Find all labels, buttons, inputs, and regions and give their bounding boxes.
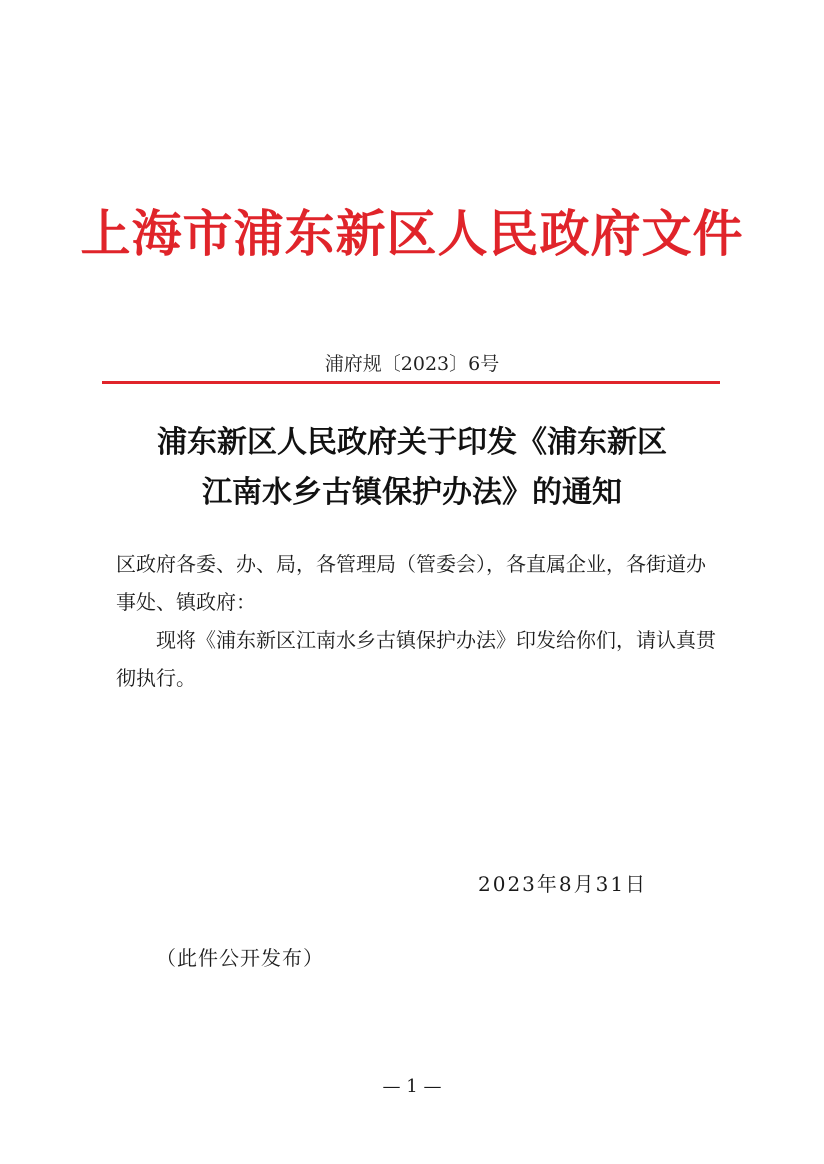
issue-date: 2023年8月31日 [478, 872, 648, 896]
addressees: 区政府各委、办、局，各管理局（管委会），各直属企业，各街道办事处、镇政府： [116, 552, 706, 614]
document-number: 浦府规〔2023〕6号 [324, 353, 500, 375]
body-paragraph: 现将《浦东新区江南水乡古镇保护办法》印发给你们，请认真贯彻执行。 [116, 628, 716, 690]
title-line-2: 江南水乡古镇保护办法》的通知 [202, 475, 622, 510]
disclosure-note: （此件公开发布） [156, 946, 324, 970]
document-masthead: 上海市浦东新区人民政府文件 [80, 204, 744, 263]
page-number: — 1 — [382, 1076, 442, 1097]
document-body [116, 545, 722, 697]
document-title [0, 418, 824, 518]
red-divider-line [102, 381, 720, 384]
title-line-1: 浦东新区人民政府关于印发《浦东新区 [157, 425, 667, 460]
